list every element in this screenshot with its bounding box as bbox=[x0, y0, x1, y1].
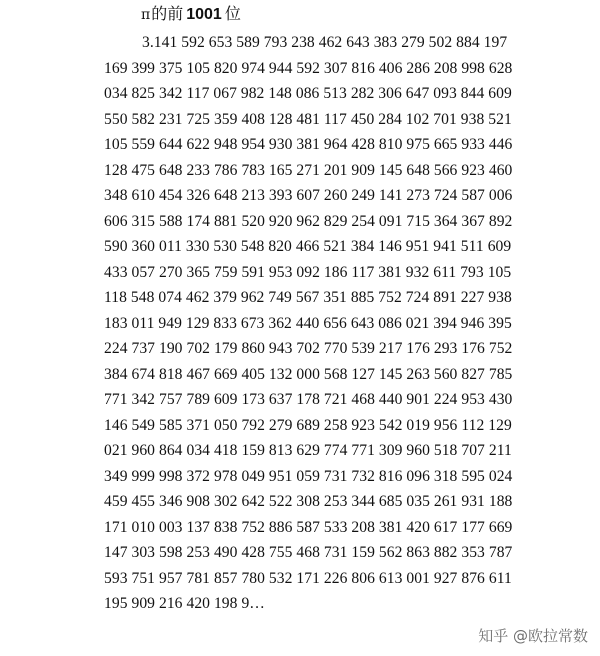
watermark: 知乎 @欧拉常数 bbox=[478, 627, 588, 645]
digit-line: 034 825 342 117 067 982 148 086 513 282 306 647 093 844 609 bbox=[104, 85, 512, 102]
digit-line: 171 010 003 137 838 752 886 587 533 208 381 420 617 177 669 bbox=[104, 518, 513, 536]
digit-line: 384 674 818 467 669 405 132 000 568 127 145 263 560 827 785 bbox=[104, 365, 513, 383]
digit-line: 105 559 644 622 948 954 930 381 964 428 810 975 665 933 446 bbox=[104, 136, 513, 153]
digit-line: 021 960 864 034 418 159 813 629 774 771 309 960 518 707 211 bbox=[104, 442, 512, 459]
digit-line: 118 548 074 462 379 962 749 567 351 885 752 724 891 227 938 bbox=[104, 289, 512, 306]
digit-line: 459 455 346 908 302 642 522 308 253 344 685 035 261 931 188 bbox=[104, 493, 513, 510]
title-digit-count: 1001 bbox=[186, 6, 222, 23]
digit-line: 349 999 998 372 978 049 951 059 731 732 816 096 318 595 024 bbox=[104, 467, 513, 485]
digit-line: 169 399 375 105 820 974 944 592 307 816 406 286 208 998 628 bbox=[104, 59, 513, 77]
digit-line: 590 360 011 330 530 548 820 466 521 384 146 951 941 511 609 bbox=[104, 238, 512, 255]
digit-line: 224 737 190 702 179 860 943 702 770 539 217 176 293 176 752 bbox=[104, 340, 513, 357]
digit-line: 550 582 231 725 359 408 128 481 117 450 284 102 701 938 521 bbox=[104, 110, 512, 128]
digit-line: 147 303 598 253 490 428 755 468 731 159 562 863 882 353 787 bbox=[104, 544, 513, 561]
digit-line: 348 610 454 326 648 213 393 607 260 249 141 273 724 587 006 bbox=[104, 187, 513, 204]
title-suffix: 位 bbox=[224, 6, 241, 23]
digit-line: 146 549 585 371 050 792 279 689 258 923 542 019 956 112 129 bbox=[104, 416, 512, 434]
pi-digits-block bbox=[104, 30, 512, 617]
digit-line: 606 315 588 174 881 520 920 962 829 254 091 715 364 367 892 bbox=[104, 212, 513, 230]
digit-line: 195 909 216 420 198 9… bbox=[104, 595, 265, 612]
digit-line: 593 751 957 781 857 780 532 171 226 806 613 001 927 876 611 bbox=[104, 569, 512, 587]
digit-line: 183 011 949 129 833 673 362 440 656 643 086 021 394 946 395 bbox=[104, 314, 512, 332]
digit-line: 128 475 648 233 786 783 165 271 201 909 145 648 566 923 460 bbox=[104, 161, 513, 179]
pi-symbol: π bbox=[141, 7, 151, 23]
digit-line: 3.141 592 653 589 793 238 462 643 383 279 502 884 197 bbox=[142, 34, 508, 51]
digit-line: 771 342 757 789 609 173 637 178 721 468 440 901 224 953 430 bbox=[104, 391, 513, 408]
digit-line: 433 057 270 365 759 591 953 092 186 117 381 932 611 793 105 bbox=[104, 263, 512, 281]
title-prefix: 的前 bbox=[151, 6, 184, 23]
page-title bbox=[141, 4, 241, 26]
